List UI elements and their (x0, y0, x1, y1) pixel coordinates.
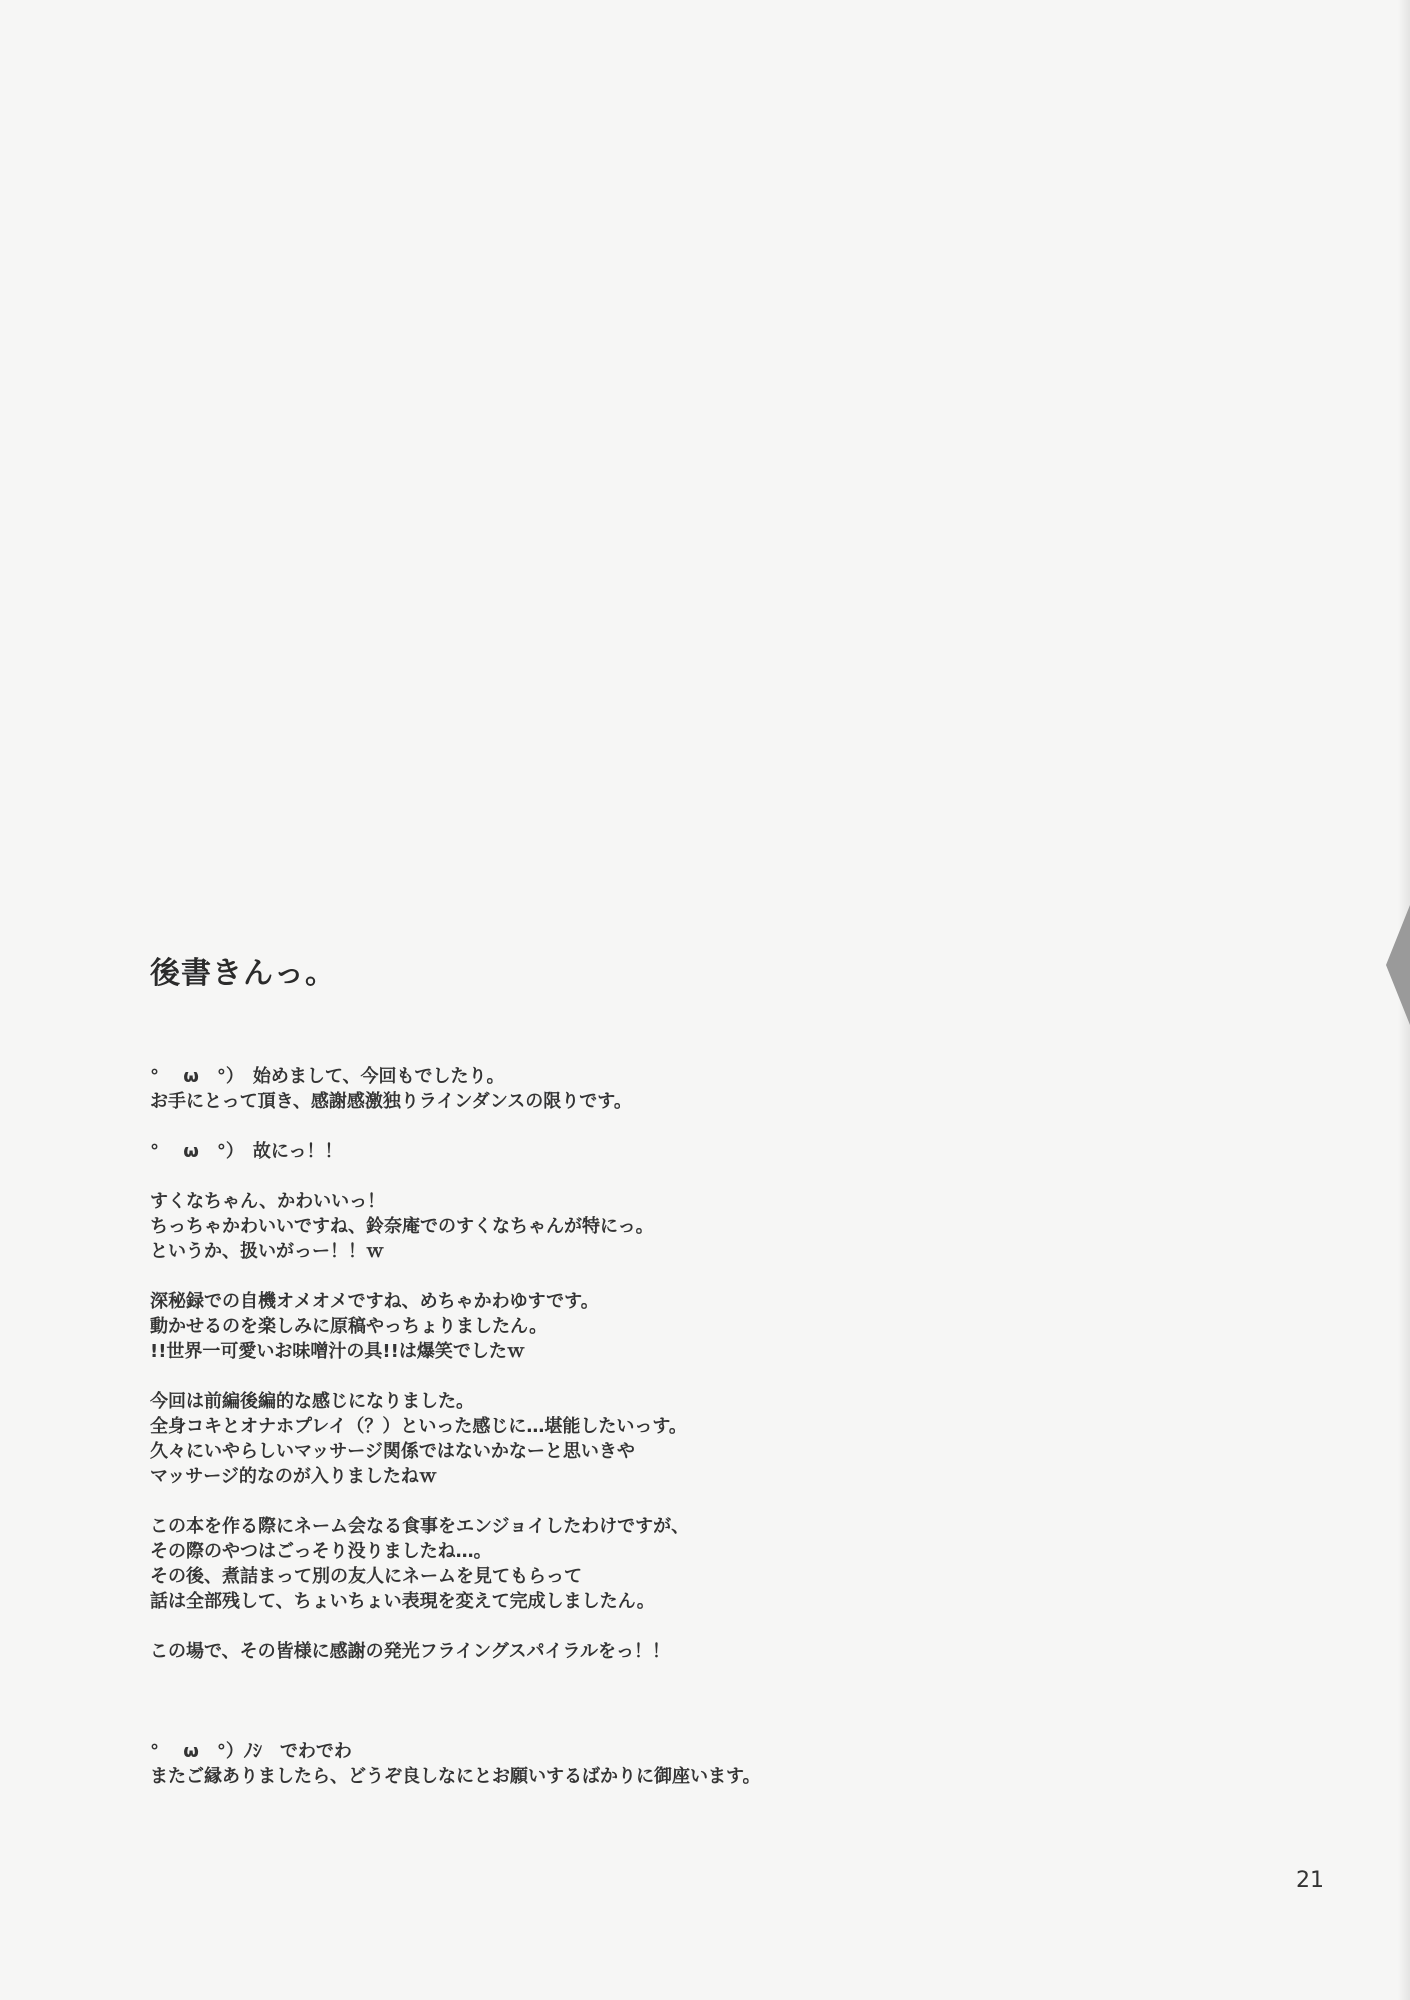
paragraph-1 (150, 1064, 1300, 1114)
text-line: すくなちゃん、かわいいっ！ (150, 1191, 386, 1212)
text-line: ° ω °） 故にっ！！ (150, 1141, 343, 1162)
text-line: その際のやつはごっそり没りましたね…。 (150, 1541, 492, 1562)
paragraph-4 (150, 1289, 1300, 1364)
text-line: 久々にいやらしいマッサージ関係ではないかなーと思いきや (150, 1441, 635, 1462)
paragraph-8 (150, 1739, 1300, 1789)
text-line: 話は全部残して、ちょいちょい表現を変えて完成しましたん。 (150, 1591, 655, 1612)
paragraph-7 (150, 1639, 1300, 1664)
paragraph-6 (150, 1514, 1300, 1614)
text-line: ° ω °） 始めまして、今回もでしたり。 (150, 1066, 505, 1087)
page-number: 21 (1296, 1868, 1324, 1893)
text-line: またご縁ありましたら、どうぞ良しなにとお願いするばかりに御座います。 (150, 1766, 761, 1787)
text-line: 全身コキとオナホプレイ（？）といった感じに…堪能したいっす。 (150, 1416, 687, 1437)
text-line: というか、扱いがっー！！ｗ (150, 1241, 384, 1262)
text-line: ちっちゃかわいいですね、鈴奈庵でのすくなちゃんが特にっ。 (150, 1216, 654, 1237)
text-line: お手にとって頂き、感謝感激独りラインダンスの限りです。 (150, 1091, 632, 1112)
text-line: 動かせるのを楽しみに原稿やっちょりましたん。 (150, 1316, 548, 1337)
text-line: マッサージ的なのが入りましたねｗ (150, 1466, 437, 1487)
paragraph-3 (150, 1189, 1300, 1264)
paragraph-5 (150, 1389, 1300, 1489)
text-line: この本を作る際にネーム会なる食事をエンジョイしたわけですが、 (150, 1516, 690, 1537)
text-line: !!世界一可愛いお味噌汁の具!!は爆笑でしたｗ (150, 1341, 525, 1362)
afterword-heading: 後書きんっ。 (150, 956, 336, 991)
page-edge-mark (1386, 905, 1410, 1025)
text-line: 今回は前編後編的な感じになりました。 (150, 1391, 474, 1412)
afterword-body (150, 1064, 1300, 1814)
text-line: ° ω °）ﾉｼ でわでわ (150, 1741, 352, 1762)
text-line: その後、煮詰まって別の友人にネームを見てもらって (150, 1566, 582, 1587)
paragraph-2 (150, 1139, 1300, 1164)
text-line: この場で、その皆様に感謝の発光フライングスパイラルをっ！！ (150, 1641, 671, 1662)
text-line: 深秘録での自機オメオメですね、めちゃかわゆすです。 (150, 1291, 599, 1312)
